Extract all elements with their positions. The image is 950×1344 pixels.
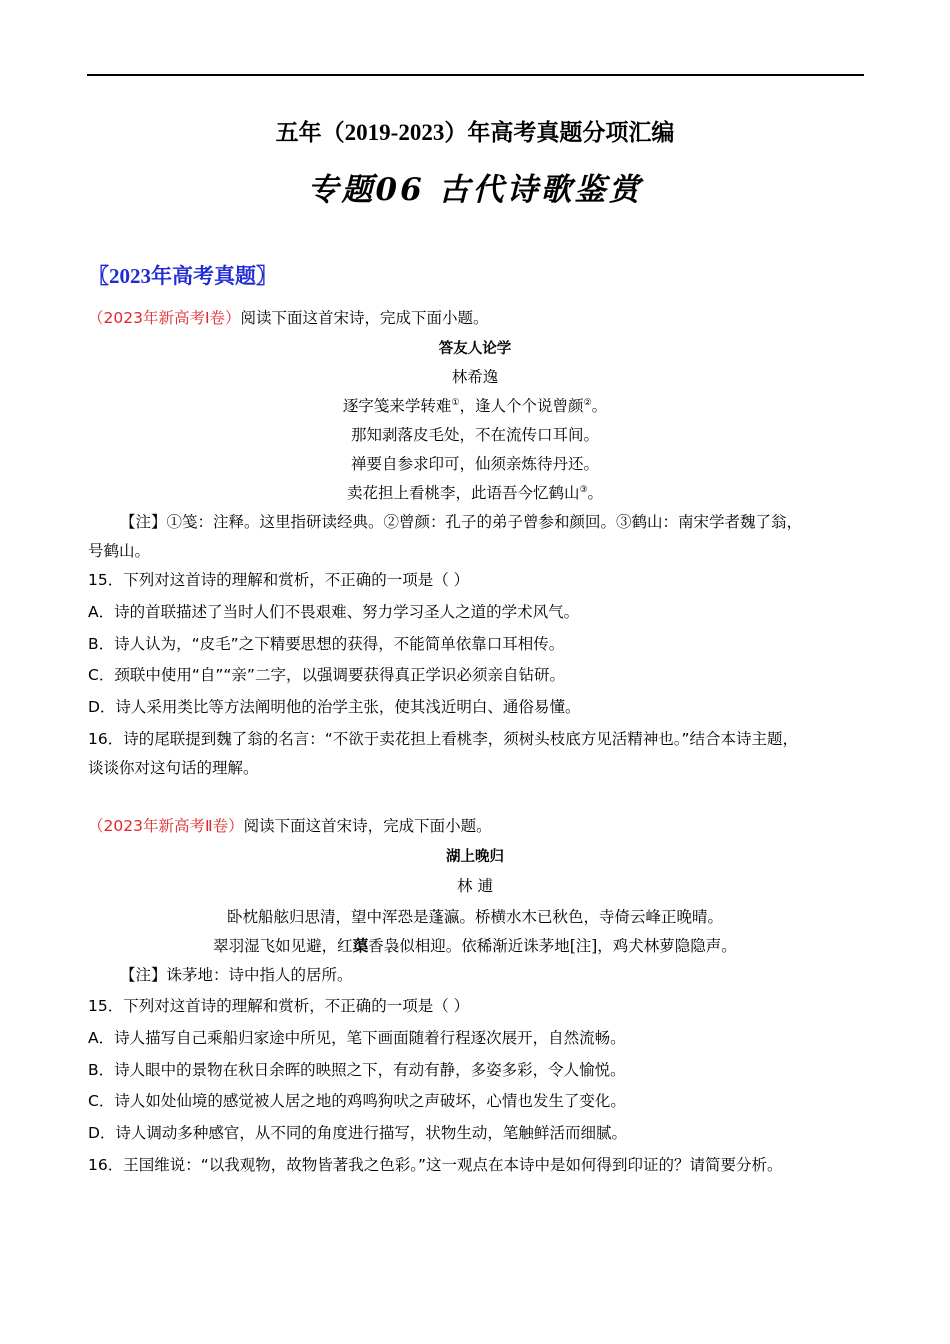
q1-line1-c: 。: [591, 397, 608, 415]
q1-note-text: ①笺：注释。这里指研读经典。②曾颜：孔子的弟子曾参和颜回。③鹤山：南宋学者魏了翁，: [166, 513, 803, 531]
q1-poem-author: 林希逸: [451, 368, 499, 386]
q1-poem-line-2: 那知剥落皮毛处，不在流传口耳间。: [350, 426, 599, 444]
q2-option-c: C．诗人如处仙境的感觉被人居之地的鸡鸣狗吠之声破坏，心情也发生了变化。: [88, 1092, 626, 1110]
q1-question-15: 15．下列对这首诗的理解和赏析，不正确的一项是（ ）: [88, 571, 470, 589]
q2-poem-line-2: [0, 935, 950, 957]
q1-poem-line-3: 禅要自参求印可，仙须亲炼待丹还。: [350, 455, 599, 473]
q2-note-label: 【注】: [120, 966, 167, 984]
q2-question-16: 16．王国维说：“以我观物，故物皆著我之色彩。”这一观点在本诗中是如何得到印证的？请简要分析。: [88, 1156, 783, 1174]
q1-option-a: A．诗的首联描述了当时人们不畏艰难、努力学习圣人之道的学术风气。: [88, 603, 580, 621]
q2-source: （2023年新高考Ⅱ卷）: [88, 817, 244, 835]
q1-poem-line-1: [0, 395, 950, 417]
q1-poem-title: 答友人论学: [438, 341, 512, 357]
q1-option-d: D．诗人采用类比等方法阐明他的治学主张，使其浅近明白、通俗易懂。: [88, 698, 581, 716]
q2-option-a: A．诗人描写自己乘船归家途中所见，笔下画面随着行程逐次展开，自然流畅。: [88, 1029, 626, 1047]
document-title: 五年（2019-2023）年高考真题分项汇编: [275, 120, 675, 145]
section-title: 〖2023年高考真题〗: [88, 264, 277, 288]
q2-note-text: 诛茅地：诗中指人的居所。: [166, 966, 353, 984]
q2-note: [120, 964, 353, 986]
q1-intro: 阅读下面这首宋诗，完成下面小题。: [240, 309, 489, 327]
document-subtitle: 专题06 古代诗歌鉴赏: [307, 172, 643, 208]
q2-poem-title: 湖上晚归: [446, 849, 504, 865]
q1-line4-mark: ③: [579, 484, 588, 495]
q1-line1-b: ，逢人个个说曾颜: [459, 397, 584, 415]
q1-line1-mark: ①: [451, 397, 460, 408]
q2-line2-c: 香袅似相迎。依稀渐近诛茅地[注]，鸡犬林萝隐隐声。: [368, 937, 737, 955]
q1-option-b: B．诗人认为，“皮毛”之下精要思想的获得，不能简单依靠口耳相传。: [88, 635, 565, 653]
q1-line1-a: 逐字笺来学转难: [342, 397, 452, 415]
q2-line2-bold-char: 蕖: [352, 936, 369, 955]
q1-source: （2023年新高考Ⅰ卷）: [88, 309, 241, 327]
q1-option-c: C．颈联中使用“自”“亲”二字，以强调要获得真正学识必须亲自钻研。: [88, 666, 565, 684]
header-rule: [87, 74, 864, 76]
q1-line4-b: 。: [587, 484, 604, 502]
q2-poem-line-1: 卧枕船舷归思清，望中浑恐是蓬瀛。桥横水木已秋色，寺倚云峰正晚晴。: [226, 908, 723, 926]
q1-note: [120, 511, 802, 533]
q1-line1-mark2: ②: [583, 397, 592, 408]
q2-option-d: D．诗人调动多种感官，从不同的角度进行描写，状物生动，笔触鲜活而细腻。: [88, 1124, 627, 1142]
q2-option-b: B．诗人眼中的景物在秋日余晖的映照之下，有动有静，多姿多彩，令人愉悦。: [88, 1061, 626, 1079]
q2-line2-a: 翠羽湿飞如见避，红: [213, 937, 353, 955]
q2-question-15: 15．下列对这首诗的理解和赏析，不正确的一项是（ ）: [88, 997, 470, 1015]
q1-intro-line: [88, 307, 489, 329]
q1-note-label: 【注】: [120, 513, 167, 531]
q1-line4-a: 卖花担上看桃李，此语吾今忆鹤山: [346, 484, 580, 502]
q2-poem-author: 林 逋: [457, 877, 493, 895]
q1-question-16: 16．诗的尾联提到魏了翁的名言：“不欲于卖花担上看桃李，须树头枝底方见活精神也。”结合本诗主题，: [88, 730, 799, 748]
q2-intro-line: [88, 815, 492, 837]
q1-poem-line-4: [0, 482, 950, 504]
q1-note-cont: 号鹤山。: [88, 542, 151, 560]
q2-intro: 阅读下面这首宋诗，完成下面小题。: [243, 817, 492, 835]
q1-question-16-cont: 谈谈你对这句话的理解。: [88, 759, 259, 777]
